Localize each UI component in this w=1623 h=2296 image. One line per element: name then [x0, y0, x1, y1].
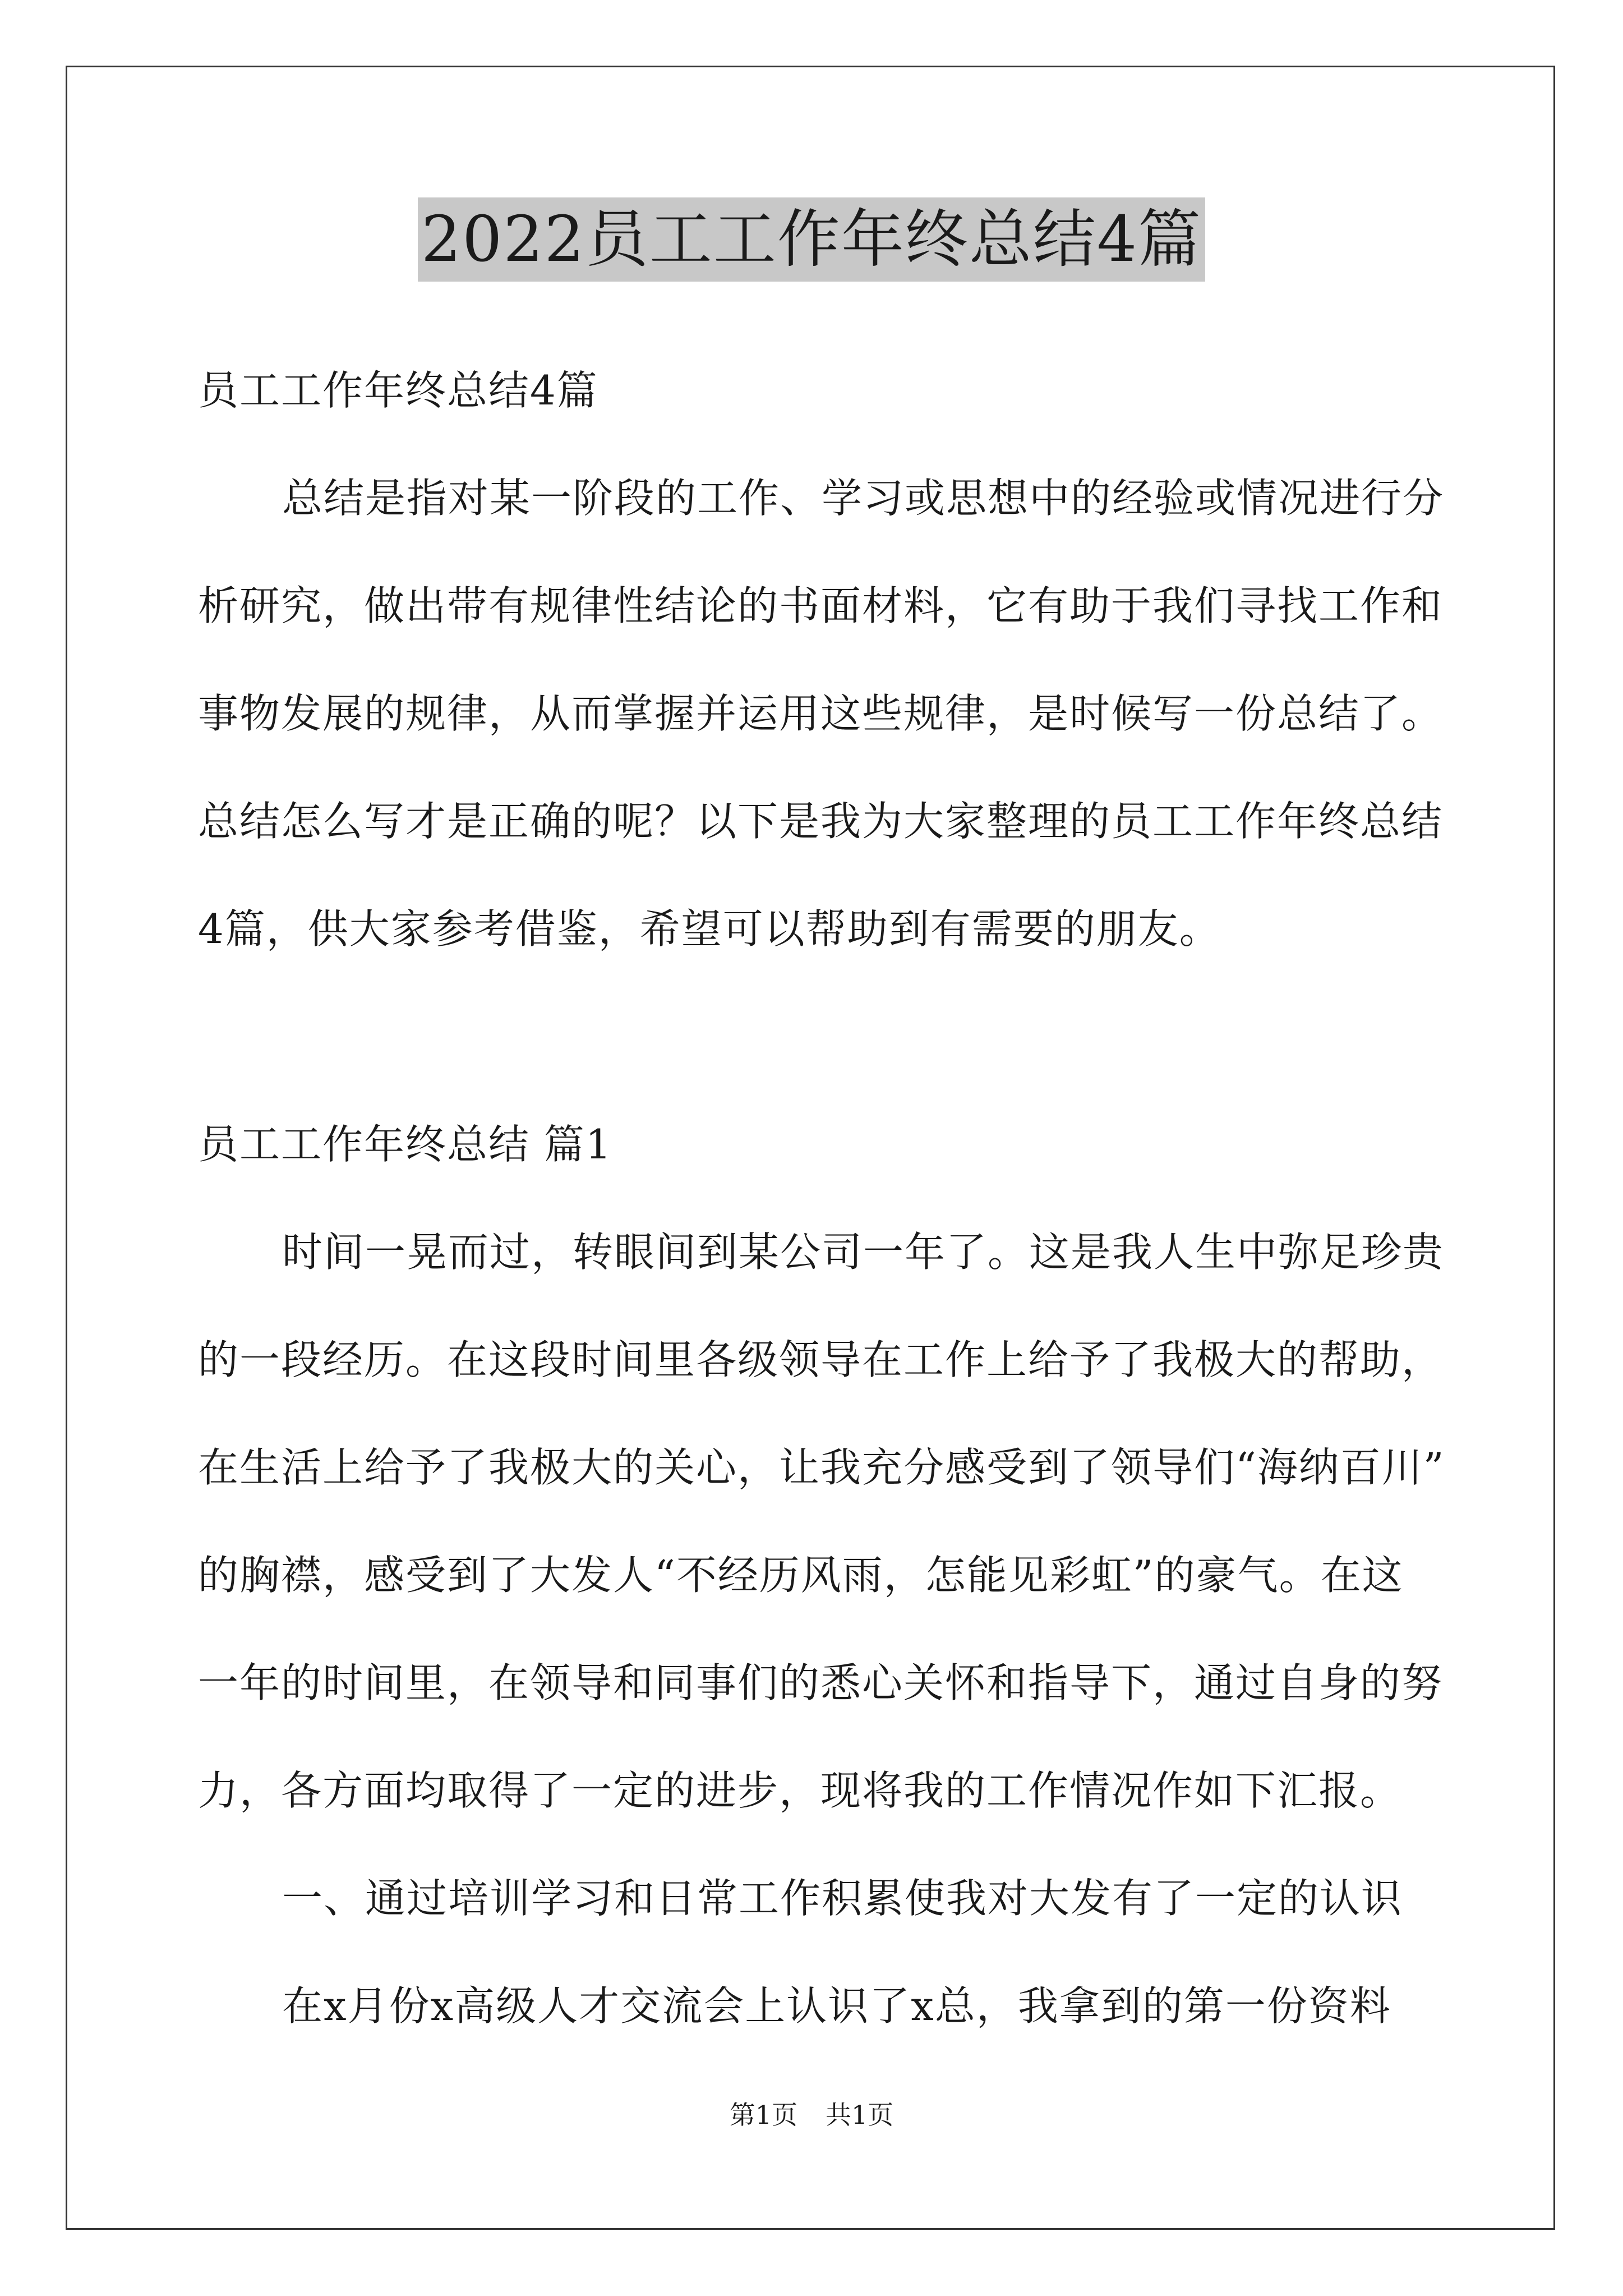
page-footer [0, 2098, 1623, 2132]
intro-line: 总结是指对某一阶段的工作、学习或思想中的经验或情况进行分 [282, 475, 1445, 522]
section-line: 的一段经历。在这段时间里各级领导在工作上给予了我极大的帮助， [198, 1336, 1444, 1383]
section-line: 力，各方面均取得了一定的进步，现将我的工作情况作如下汇报。 [198, 1767, 1402, 1814]
intro-line: 总结怎么写才是正确的呢？以下是我为大家整理的员工工作年终总结 [198, 798, 1444, 845]
document-body [198, 337, 1445, 2060]
section-line: 一年的时间里，在领导和同事们的悉心关怀和指导下，通过自身的努 [198, 1659, 1444, 1706]
document-title: 2022员工工作年终总结4篇 [418, 197, 1205, 282]
section-heading: 员工工作年终总结 篇1 [198, 1121, 612, 1168]
intro-line: 4篇，供大家参考借鉴，希望可以帮助到有需要的朋友。 [198, 905, 1221, 953]
title-container [0, 197, 1623, 282]
section-line: 时间一晃而过，转眼间到某公司一年了。这是我人生中弥足珍贵 [282, 1228, 1445, 1276]
paragraph-spacer [198, 983, 1432, 1091]
section-line: 在生活上给予了我极大的关心，让我充分感受到了领导们“海纳百川” [198, 1444, 1445, 1491]
section-line: 的胸襟，感受到了大发人“不经历风雨，怎能见彩虹”的豪气。在这 [198, 1552, 1404, 1599]
subsection-line: 在x月份x高级人才交流会上认识了x总，我拿到的第一份资料 [282, 1982, 1391, 2030]
intro-line: 事物发展的规律，从而掌握并运用这些规律，是时候写一份总结了。 [198, 690, 1444, 737]
intro-line: 析研究，做出带有规律性结论的书面材料，它有助于我们寻找工作和 [198, 582, 1444, 629]
subsection-heading: 一、通过培训学习和日常工作积累使我对大发有了一定的认识 [282, 1875, 1403, 1922]
document-subtitle: 员工工作年终总结4篇 [198, 367, 598, 414]
page-number: 第1页 [729, 2100, 797, 2130]
page-total: 共1页 [826, 2100, 894, 2130]
